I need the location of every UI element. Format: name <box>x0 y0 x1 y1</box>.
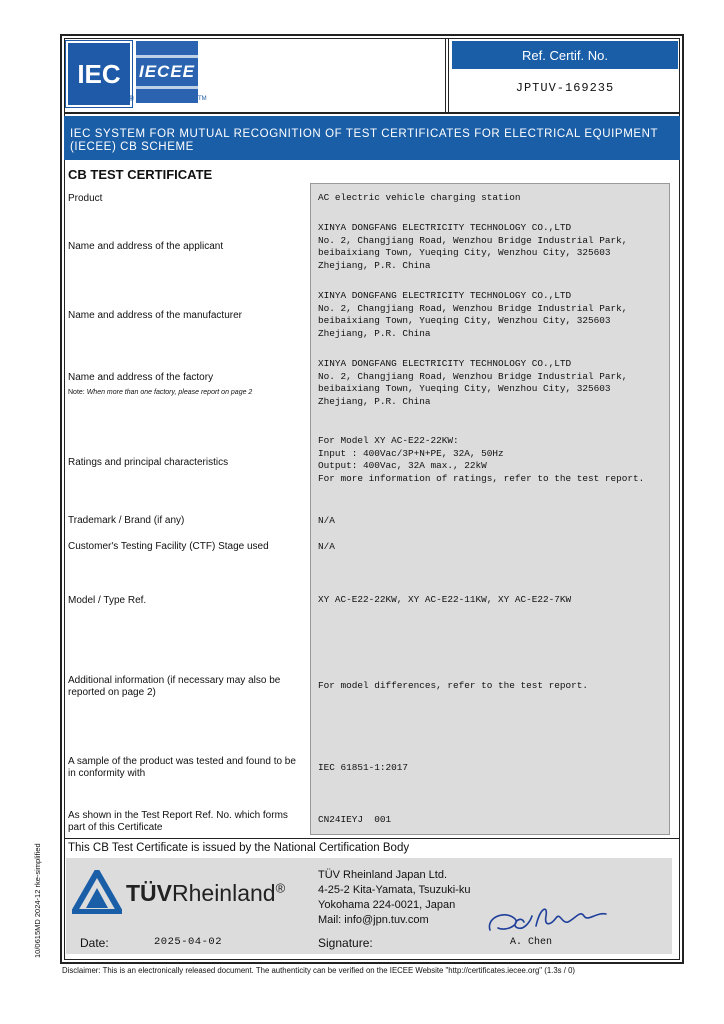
ncb-address: TÜV Rheinland Japan Ltd. 4-25-2 Kita-Yamata, Tsuzuki-ku Yokohama 224-0021, Japan Mail: info@jpn.tuv.com <box>318 869 471 926</box>
applicant-label: Name and address of the applicant <box>68 241 224 252</box>
issued-statement: This CB Test Certificate is issued by the National Certification Body <box>68 842 410 854</box>
trademark-label: Trademark / Brand (if any) <box>68 515 185 526</box>
factory-value: XINYA DONGFANG ELECTRICITY TECHNOLOGY CO.,LTD No. 2, Changjiang Road, Wenzhou Bridge Industrial Park, beibaixiang Town, Yueqing City, Wenzhou City, 325603 Zhejiang, P.R. China <box>318 358 628 407</box>
ref-certif-number: JPTUV-169235 <box>515 81 615 95</box>
model-label: Model / Type Ref. <box>68 595 147 606</box>
ctf-label: Customer's Testing Facility (CTF) Stage used <box>68 541 269 552</box>
handwritten-signature <box>484 896 644 940</box>
signature-label: Signature: <box>318 936 373 950</box>
header-divider <box>448 38 449 112</box>
product-label: Product <box>68 193 103 204</box>
header-rule <box>64 112 680 114</box>
ctf-value: N/A <box>318 541 335 552</box>
trademark-mark: TM <box>198 96 207 102</box>
model-value: XY AC-E22-22KW, XY AC-E22-11KW, XY AC-E22-7KW <box>318 594 572 605</box>
conformity-label: A sample of the product was tested and found to be in conformity with <box>68 756 296 779</box>
values-panel <box>310 183 670 835</box>
certificate-title: CB TEST CERTIFICATE <box>68 167 213 182</box>
manufacturer-value: XINYA DONGFANG ELECTRICITY TECHNOLOGY CO.,LTD No. 2, Changjiang Road, Wenzhou Bridge Industrial Park, beibaixiang Town, Yueqing City, Wenzhou City, 325603 Zhejiang, P.R. China <box>318 290 628 339</box>
manufacturer-label: Name and address of the manufacturer <box>68 310 242 321</box>
additional-info-label: Additional information (if necessary may also be reported on page 2) <box>68 675 281 698</box>
factory-note-text: When more than one factory, please report on page 2 <box>86 389 253 396</box>
signature-name: A. Chen <box>510 937 553 948</box>
factory-note-prefix: Note: <box>68 389 85 396</box>
issued-rule <box>64 838 680 839</box>
tuv-logo-rest: Rheinland <box>172 880 276 906</box>
ratings-label: Ratings and principal characteristics <box>68 457 229 468</box>
tuv-triangle-icon <box>72 870 122 914</box>
date-value: 2025-04-02 <box>154 936 223 948</box>
applicant-value: XINYA DONGFANG ELECTRICITY TECHNOLOGY CO.,LTD No. 2, Changjiang Road, Wenzhou Bridge Industrial Park, beibaixiang Town, Yueqing City, Wenzhou City, 325603 Zhejiang, P.R. China <box>318 222 628 271</box>
ratings-value: For Model XY AC-E22-22KW: Input : 400Vac/3P+N+PE, 32A, 50Hz Output: 400Vac, 32A max., 22kW For more information of ratings, refer to the test report. <box>318 435 645 484</box>
conformity-value: IEC 61851-1:2017 <box>318 762 409 773</box>
product-value: AC electric vehicle charging station <box>318 192 521 203</box>
tuv-logo-reg: ® <box>275 880 286 896</box>
factory-label: Name and address of the factory <box>68 372 214 383</box>
iecee-logo-text: IECEE <box>138 62 196 81</box>
report-value: CN24IEYJ 001 <box>318 814 392 825</box>
disclaimer: Disclaimer: This is an electronically released document. The authenticity can be verified on the IECEE Website "http://certificates.iecee.org" (1.3s / 0) <box>62 966 576 975</box>
ref-certif-label: Ref. Certif. No. <box>452 41 678 69</box>
date-label: Date: <box>80 936 109 950</box>
tuv-rheinland-logo <box>126 880 285 907</box>
scheme-title-band: IEC SYSTEM FOR MUTUAL RECOGNITION OF TEST CERTIFICATES FOR ELECTRICAL EQUIPMENT (IECEE) CB SCHEME <box>64 116 680 160</box>
registered-mark: ® <box>128 94 134 103</box>
iecee-logo <box>136 41 198 103</box>
additional-info-value: For model differences, refer to the test report. <box>318 680 589 691</box>
iec-logo: IEC <box>66 41 132 107</box>
report-label: As shown in the Test Report Ref. No. which forms part of this Certificate <box>68 810 288 833</box>
form-code-side-text: 10/0615MD 2024-12 rke-simplified <box>33 843 42 958</box>
tuv-logo-bold: TÜV <box>126 880 172 906</box>
factory-note <box>68 388 252 397</box>
trademark-value: N/A <box>318 515 335 526</box>
